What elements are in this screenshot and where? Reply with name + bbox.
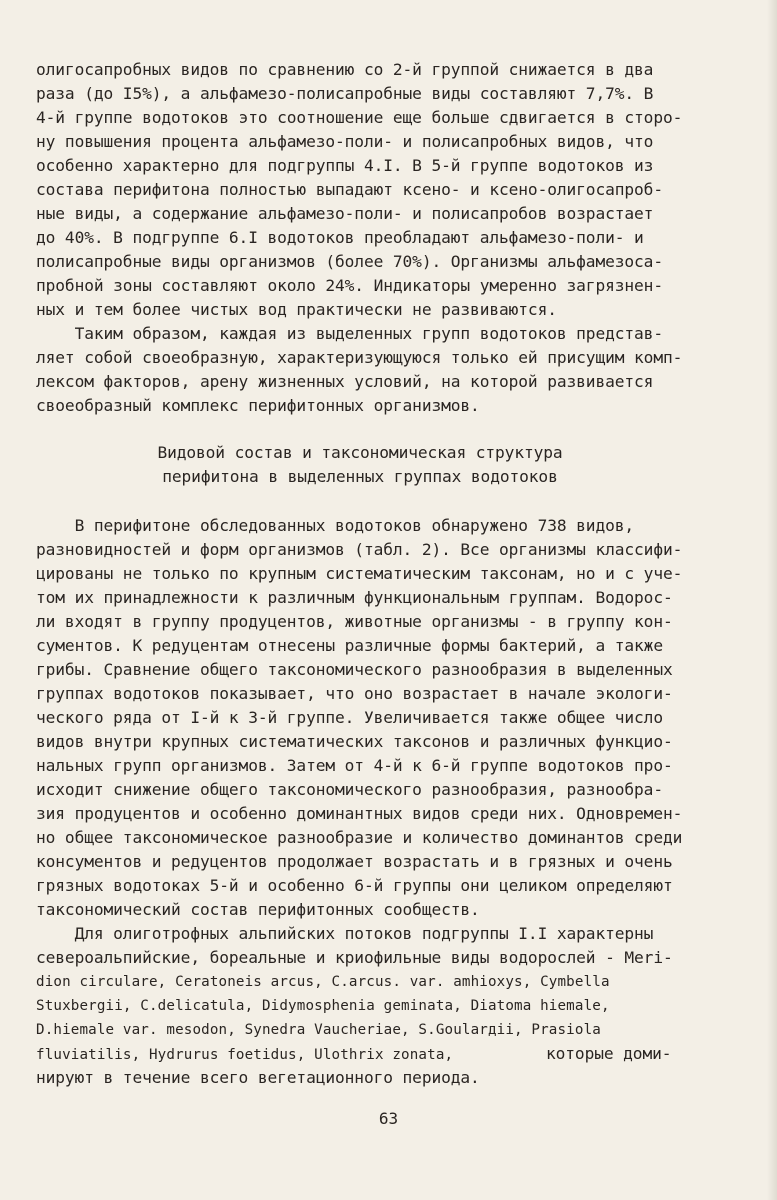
text-line-mixed: [36, 1042, 696, 1067]
latin-species-line: D.hiemale var. mesodon, Synedra Vaucheriae, S.Goularдii, Prasiola: [36, 1022, 601, 1038]
page-edge-shadow: [767, 0, 777, 1200]
section-heading-line: перифитона в выделенных группах водотоков: [162, 467, 558, 486]
text-line: полисапробные виды организмов (более 70%). Организмы альфамезоса-: [36, 252, 663, 271]
text-line: разновидностей и форм организмов (табл. 2). Все организмы классифи-: [36, 540, 683, 559]
text-line: В перифитоне обследованных водотоков обнаружено 738 видов,: [36, 516, 635, 535]
text-line: своеобразный комплекс перифитонных организмов.: [36, 396, 480, 415]
text-line: 4-й группе водотоков это соотношение еще больше сдвигается в сторо-: [36, 108, 683, 127]
text-line: североальпийские, бореальные и криофильные виды водорослей - Meri-: [36, 948, 673, 967]
text-line: олигосапробных видов по сравнению со 2-й группой снижается в два: [36, 60, 654, 79]
text-line: особенно характерно для подгруппы 4.I. В 5-й группе водотоков из: [36, 156, 654, 175]
text-line: таксономический состав перифитонных сообществ.: [36, 900, 480, 919]
text-line: видов внутри крупных систематических таксонов и различных функцио-: [36, 732, 673, 751]
text-line: консументов и редуцентов продолжает возрастать и в грязных и очень: [36, 852, 673, 871]
text-line: грибы. Сравнение общего таксономического разнообразия в выделенных: [36, 660, 673, 679]
text-line: ческого ряда от I-й к 3-й группе. Увеличивается также общее число: [36, 708, 663, 727]
text-line: но общее таксономическое разнообразие и количество доминантов среди: [36, 828, 683, 847]
text-line: ну повышения процента альфамезо-поли- и полисапробных видов, что: [36, 132, 654, 151]
text-line: Таким образом, каждая из выделенных групп водотоков представ-: [36, 324, 663, 343]
latin-species-span: fluviatilis, Hydrurus foetidus, Ulothrix zonata,: [36, 1047, 454, 1063]
latin-species-line: Stuxbergii, C.delicatula, Didymosphenia geminata, Diatoma hiemale,: [36, 998, 610, 1014]
text-line: Для олиготрофных альпийских потоков подгруппы I.I характерны: [36, 924, 654, 943]
text-line: сументов. К редуцентам отнесены различные формы бактерий, а также: [36, 636, 663, 655]
section-heading-line: Видовой состав и таксономическая структура: [157, 443, 563, 462]
text-line: ных и тем более чистых вод практически не развиваются.: [36, 300, 557, 319]
text-line: раза (до I5%), а альфамезо-полисапробные виды составляют 7,7%. В: [36, 84, 654, 103]
text-line: грязных водотоках 5-й и особенно 6-й группы они целиком определяют: [36, 876, 673, 895]
text-line: нируют в течение всего вегетационного периода.: [36, 1068, 480, 1087]
text-line: зия продуцентов и особенно доминантных видов среди них. Одновремен-: [36, 804, 683, 823]
text-line: нальных групп организмов. Затем от 4-й к 6-й группе водотоков про-: [36, 756, 673, 775]
text-line: ляет собой своеобразную, характеризующуюся только ей присущим комп-: [36, 348, 683, 367]
text-line: состава перифитона полностью выпадают ксено- и ксено-олигосапроб-: [36, 180, 663, 199]
page-number: 63: [378, 1109, 399, 1128]
text-span: которые доми-: [546, 1044, 672, 1063]
text-line: группах водотоков показывает, что оно возрастает в начале экологи-: [36, 684, 673, 703]
latin-species-line: dion circulare, Ceratoneis arcus, C.arcus. var. amhioxys, Cymbella: [36, 974, 610, 990]
text-line: лексом факторов, арену жизненных условий, на которой развивается: [36, 372, 654, 391]
text-line: том их принадлежности к различным функциональным группам. Водорос-: [36, 588, 673, 607]
text-line: пробной зоны составляют около 24%. Индикаторы умеренно загрязнен-: [36, 276, 663, 295]
text-line: ные виды, а содержание альфамезо-поли- и полисапробов возрастает: [36, 204, 654, 223]
text-line: исходит снижение общего таксономического разнообразия, разнообра-: [36, 780, 663, 799]
text-line: до 40%. В подгруппе 6.I водотоков преобладают альфамезо-поли- и: [36, 228, 644, 247]
text-line: ли входят в группу продуцентов, животные организмы - в группу кон-: [36, 612, 673, 631]
text-line: цированы не только по крупным систематическим таксонам, но и с уче-: [36, 564, 683, 583]
